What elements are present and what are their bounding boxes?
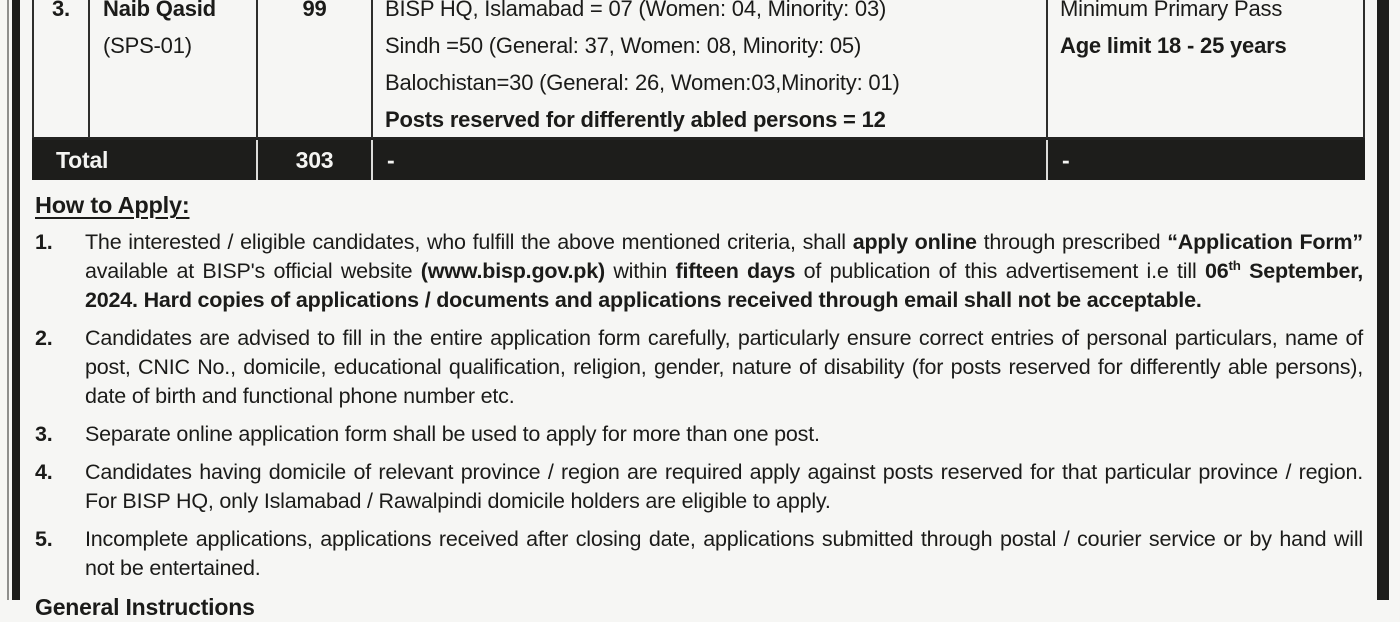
instruction-number: 3. <box>35 422 53 446</box>
instruction-text: Candidates having domicile of relevant province / region are required apply against posts reserved for that particular province / region. For BISP HQ, only Islamabad / Rawalpindi domicile holders are eligible to apply. <box>85 460 1363 513</box>
instruction-item <box>32 525 1365 583</box>
instruction-text: Separate online application form shall be used to apply for more than one post. <box>85 422 820 446</box>
post-name: Naib Qasid <box>103 0 216 21</box>
how-to-apply-heading: How to Apply: <box>35 192 190 218</box>
instruction-number: 4. <box>35 460 53 484</box>
qual-line: Minimum Primary Pass <box>1060 0 1283 21</box>
post-grade: (SPS-01) <box>103 33 192 58</box>
instruction-number: 5. <box>35 527 53 551</box>
how-to-apply-list <box>32 228 1365 583</box>
instruction-number: 1. <box>35 230 53 254</box>
instruction-text: The interested / eligible candidates, who fulfill the above mentioned criteria, shall apply online through prescribed “Application Form” available at BISP's official website (www.bisp.gov.pk) within fifteen days of publication of this advertisement i.e till 06th September, 2024. Hard copies of applications / documents and applications received through email shall not be acceptable. <box>85 230 1363 312</box>
instruction-item <box>32 458 1365 516</box>
table-row <box>32 0 1365 140</box>
dist-line: Sindh =50 (General: 37, Women: 08, Minority: 05) <box>385 33 862 58</box>
total-label: Total <box>32 140 258 180</box>
distribution-cell <box>373 0 1048 138</box>
table-total-row <box>32 140 1365 180</box>
instruction-text: Incomplete applications, applications received after closing date, applications submitted through postal / courier service or by hand will not be entertained. <box>85 527 1363 580</box>
qualification-cell <box>1048 0 1365 138</box>
frame-right-thick-border <box>1377 0 1389 600</box>
instruction-number: 2. <box>35 326 53 350</box>
instruction-item <box>32 420 1365 449</box>
qual-line: Age limit 18 - 25 years <box>1060 33 1287 58</box>
frame-left-thin-border <box>7 0 9 600</box>
instruction-item <box>32 228 1365 315</box>
serial-cell: 3. <box>32 0 90 138</box>
frame-left-thick-border <box>12 0 20 600</box>
vacancy-table <box>32 0 1365 180</box>
dist-line: Posts reserved for differently abled persons = 12 <box>385 107 886 132</box>
instruction-item <box>32 324 1365 411</box>
advertisement-content <box>32 0 1365 622</box>
instruction-text: Candidates are advised to fill in the entire application form carefully, particularly ensure correct entries of personal particulars, name of post, CNIC No., domicile, educational qualification, religion, gender, nature of disability (for posts reserved for differently able persons), date of birth and functional phone number etc. <box>85 326 1363 408</box>
dist-line: BISP HQ, Islamabad = 07 (Women: 04, Minority: 03) <box>385 0 887 21</box>
vacancy-count-cell: 99 <box>258 0 373 138</box>
general-instructions-heading: General Instructions <box>35 594 255 620</box>
dist-line: Balochistan=30 (General: 26, Women:03,Minority: 01) <box>385 70 900 95</box>
total-distribution-dash: - <box>373 140 1048 180</box>
total-vacancies: 303 <box>258 140 373 180</box>
post-name-cell <box>90 0 258 138</box>
total-qualification-dash: - <box>1062 146 1070 173</box>
